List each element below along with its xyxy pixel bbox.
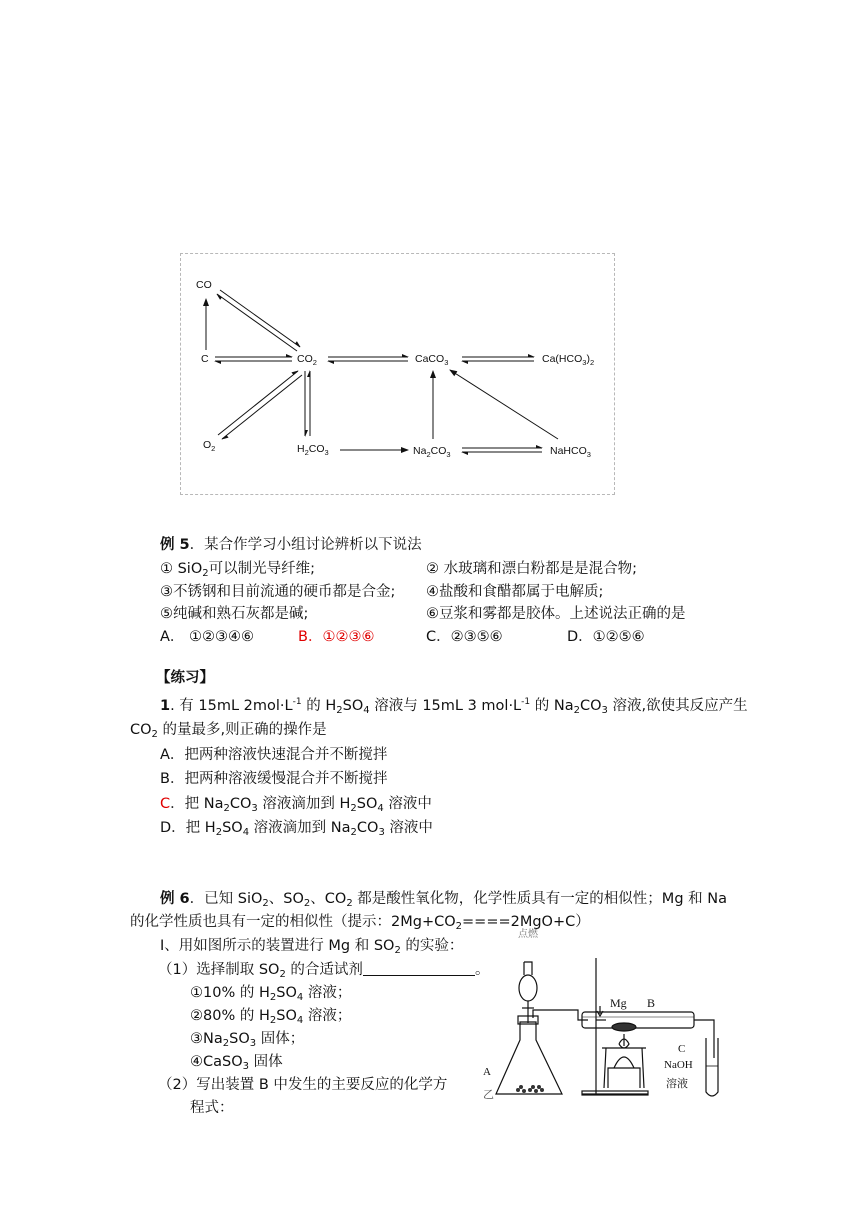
practice-option-a: A．把两种溶液快速混合并不断搅拌 (160, 747, 388, 763)
node-co2: $CO_2$ (297, 353, 317, 367)
example5-statement-2: ② 水玻璃和漂白粉都是是混合物; (426, 561, 637, 577)
example5-title: 例 5．某合作学习小组讨论辨析以下说法 (160, 537, 422, 553)
example5-statement-1: ① SiO$_2$可以制光导纤维; (160, 561, 316, 579)
example5-statement-3: ③不锈钢和目前流通的硬币都是合金; (160, 584, 396, 600)
example5-statement-6: ⑥豆浆和雾都是胶体。上述说法正确的是 (426, 606, 686, 622)
reaction-condition: 点燃 (518, 929, 538, 940)
practice-option-c: C．把 $Na_2CO_3$ 溶液滴加到 $H_2SO_4$ 溶液中 (160, 796, 432, 814)
apparatus-label-solution: 溶液 (666, 1077, 688, 1090)
example6-line2: 的化学性质也具有一定的相似性（提示：$2Mg+CO_2====2MgO+C$） (130, 914, 590, 932)
example5-option-c: C．②③⑤⑥ (426, 629, 503, 645)
example6-q2-line1: （2）写出装置 B 中发生的主要反应的化学方 (158, 1077, 448, 1093)
apparatus-label-a: A (483, 1066, 491, 1078)
node-h2co3: $H_2CO_3$ (297, 443, 329, 457)
node-caco3: CaCO$_3$ (415, 353, 449, 367)
practice-q1-line1: 1. 有 15mL $2mol\cdot L^{-1}$ 的 $H_2SO_4$ 溶液与 15mL 3 $mol\cdot L^{-1}$ 的 $Na_2CO_3$ 溶液,欲使其反应产生 (160, 697, 748, 716)
node-co: CO (196, 279, 212, 291)
example6-line1: 例 6．已知 SiO$_2$、$SO_2$、$CO_2$ 都是酸性氧化物，化学性质具有一定的相似性；Mg 和 Na (160, 891, 727, 909)
practice-heading: 【练习】 (156, 670, 214, 686)
node-na2co3: $Na_2CO_3$ (413, 445, 451, 459)
apparatus-illustration (478, 948, 740, 1108)
apparatus-label-c: C (678, 1043, 686, 1055)
apparatus-label-b: B (647, 996, 656, 1010)
example5-statement-5: ⑤纯碱和熟石灰都是碱; (160, 606, 309, 622)
practice-option-d: D．把 $H_2SO_4$ 溶液滴加到 $Na_2CO_3$ 溶液中 (160, 820, 433, 838)
example6-part1: Ⅰ、用如图所示的装置进行 Mg 和 $SO_2$ 的实验： (160, 938, 464, 956)
answer-blank[interactable] (363, 961, 475, 976)
reagent-1: ①10% 的 $H_2SO_4$ 溶液； (190, 985, 352, 1003)
node-nahco3: NaHCO$_3$ (550, 445, 591, 459)
node-c: C (201, 353, 209, 365)
practice-q1-line2: $CO_2$ 的量最多,则正确的操作是 (130, 722, 327, 740)
reagent-3: $③Na_2SO_3$ 固体； (190, 1031, 305, 1049)
apparatus-label-naoh: NaOH (664, 1059, 693, 1071)
example5-option-b: B．①②③⑥ (298, 629, 375, 645)
example5-option-d: D．①②⑤⑥ (567, 629, 645, 645)
apparatus-label-mg: Mg (610, 996, 627, 1010)
practice-option-b: B．把两种溶液缓慢混合并不断搅拌 (160, 771, 388, 787)
example6-q1: （1）选择制取 $SO_2$ 的合适试剂 。 (158, 962, 490, 980)
example6-q2-line2: 程式： (190, 1100, 234, 1116)
conversion-diagram-arrows (180, 253, 615, 495)
node-o2: $O_2$ (203, 439, 216, 453)
example5-statement-4: ④盐酸和食醋都属于电解质; (426, 584, 604, 600)
reagent-4: ④CaSO$_3$ 固体 (190, 1054, 283, 1072)
node-cahco3-2: $Ca(HCO_3)_2$ (542, 353, 595, 367)
example5-option-a: A． ①②③④⑥ (160, 629, 255, 645)
reagent-2: ②80% 的 $H_2SO_4$ 溶液； (190, 1008, 352, 1026)
apparatus-label-yi: 乙 (483, 1088, 494, 1101)
